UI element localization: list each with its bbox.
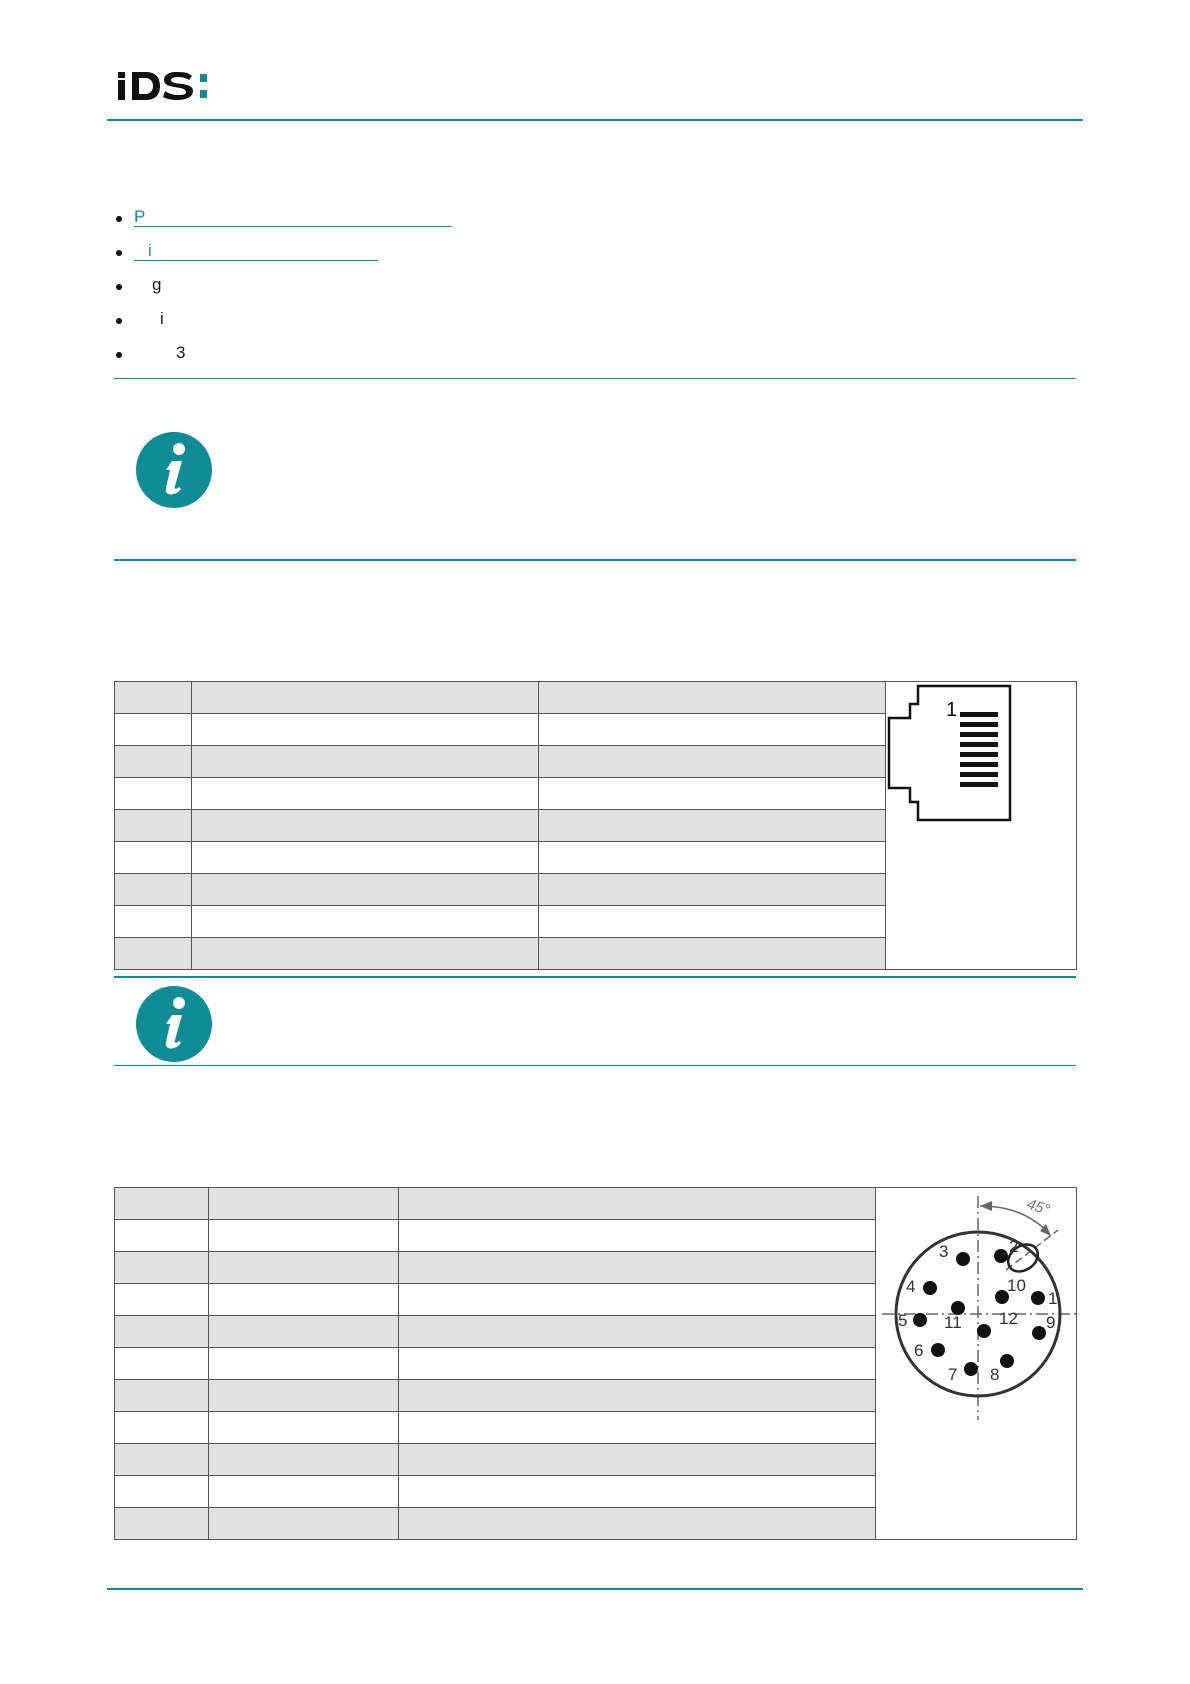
pin-label: 1 — [1048, 1289, 1058, 1308]
list-text: i — [160, 309, 164, 328]
list-item — [112, 336, 1072, 370]
angle-label: 45° — [1024, 1195, 1052, 1219]
info-icon — [134, 430, 214, 510]
pin-label: 8 — [990, 1365, 1000, 1384]
note-rule-top — [114, 378, 1076, 379]
rj45-pin-table — [114, 681, 1077, 970]
pin-label: 12 — [999, 1309, 1018, 1328]
rj45-figure — [886, 682, 1077, 970]
header-rule — [107, 119, 1083, 121]
pin-label: 3 — [939, 1242, 949, 1261]
list-text: 3 — [176, 343, 186, 362]
list-item — [112, 302, 1072, 336]
pin-label: 4 — [906, 1277, 916, 1296]
rj45-pin-one-label: 1 — [946, 699, 958, 721]
pin-label: 6 — [914, 1341, 924, 1360]
pin-label: 11 — [944, 1313, 962, 1332]
footer-rule — [107, 1588, 1083, 1590]
m12-figure — [876, 1188, 1077, 1540]
pin-label: 10 — [1007, 1276, 1026, 1295]
list-link[interactable]: i — [134, 242, 378, 261]
m12-pin-table — [114, 1187, 1077, 1540]
table-row — [115, 1188, 1077, 1220]
note-rule-top — [114, 976, 1076, 978]
pin-label: 7 — [948, 1365, 958, 1384]
table-row — [115, 682, 1077, 714]
list-item — [112, 268, 1072, 302]
list-item[interactable] — [112, 200, 1072, 234]
list-text: g — [152, 275, 162, 294]
note-rule-bottom — [114, 1065, 1076, 1066]
list-item[interactable] — [112, 234, 1072, 268]
pin-label: 5 — [898, 1311, 908, 1330]
link-list — [112, 200, 1072, 370]
list-link[interactable]: P — [134, 208, 452, 227]
ids-logo — [116, 66, 226, 106]
note-rule-bottom — [114, 559, 1076, 561]
info-icon — [134, 984, 214, 1064]
pin-label: 2 — [1009, 1237, 1019, 1256]
pin-label: 9 — [1046, 1313, 1056, 1332]
